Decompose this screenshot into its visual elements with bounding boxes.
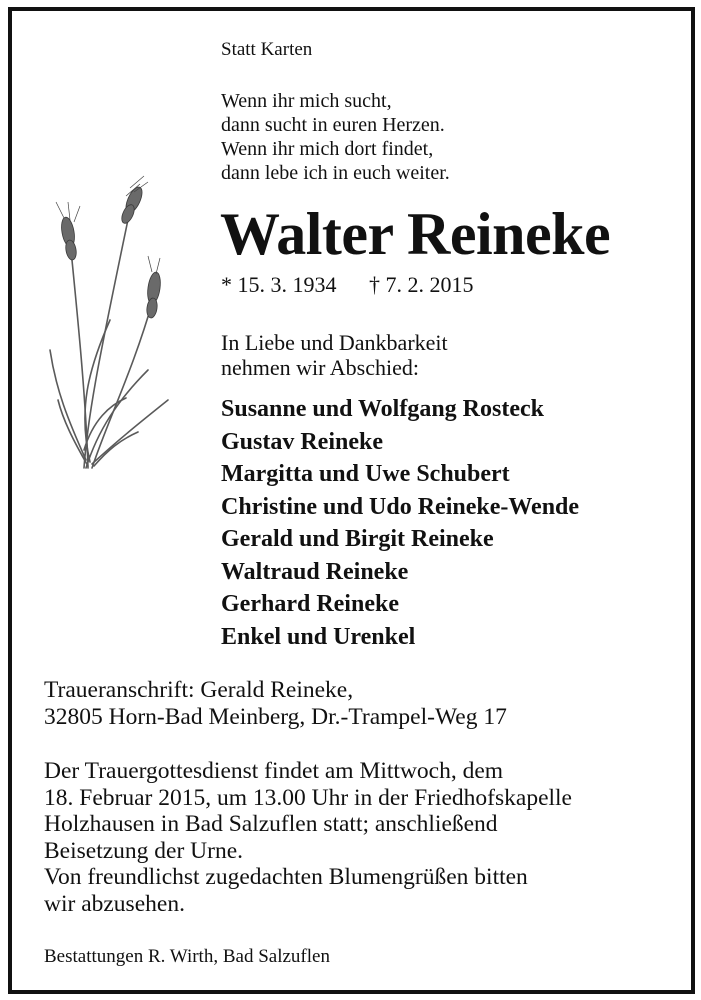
- address-line: Traueranschrift: Gerald Reineke,: [44, 677, 354, 703]
- intro-line: In Liebe und Dankbarkeit: [221, 330, 448, 355]
- mourner-name: Enkel und Urenkel: [221, 623, 416, 650]
- service-line: Beisetzung der Urne.: [44, 837, 244, 864]
- poem-line: Wenn ihr mich dort findet,: [221, 138, 434, 160]
- poem-line: dann lebe ich in euch weiter.: [221, 162, 450, 184]
- wheat-icon: [48, 170, 178, 470]
- undertaker-credit: Bestattungen R. Wirth, Bad Salzuflen: [44, 946, 330, 967]
- deceased-name: Walter Reineke: [220, 201, 611, 267]
- birth-date: * 15. 3. 1934: [221, 272, 337, 297]
- service-line: Von freundlichst zugedachten Blumengrüßen bitten: [44, 864, 528, 890]
- service-line: wir abzusehen.: [44, 890, 185, 917]
- address-line: 32805 Horn-Bad Meinberg, Dr.-Trampel-Weg 17: [44, 703, 507, 730]
- statt-karten-label: Statt Karten: [221, 39, 313, 60]
- poem-line: dann sucht in euren Herzen.: [221, 114, 445, 136]
- mourner-name: Susanne und Wolfgang Rosteck: [221, 396, 544, 422]
- mourner-name: Waltraud Reineke: [221, 558, 409, 585]
- intro-line: nehmen wir Abschied:: [221, 355, 419, 380]
- mourner-name: Gustav Reineke: [221, 428, 383, 455]
- service-line: 18. Februar 2015, um 13.00 Uhr in der Friedhofskapelle: [44, 784, 572, 811]
- mourner-name: Gerhard Reineke: [221, 591, 399, 617]
- poem-line: Wenn ihr mich sucht,: [221, 90, 392, 112]
- mourner-name: Gerald und Birgit Reineke: [221, 526, 494, 552]
- service-line: Holzhausen in Bad Salzuflen statt; anschließend: [44, 811, 498, 837]
- life-dates: [221, 272, 474, 298]
- death-date: † 7. 2. 2015: [369, 272, 474, 297]
- service-line: Der Trauergottesdienst findet am Mittwoch, dem: [44, 758, 504, 784]
- mourner-name: Margitta und Uwe Schubert: [221, 461, 510, 487]
- mourner-name: Christine und Udo Reineke-Wende: [221, 493, 580, 520]
